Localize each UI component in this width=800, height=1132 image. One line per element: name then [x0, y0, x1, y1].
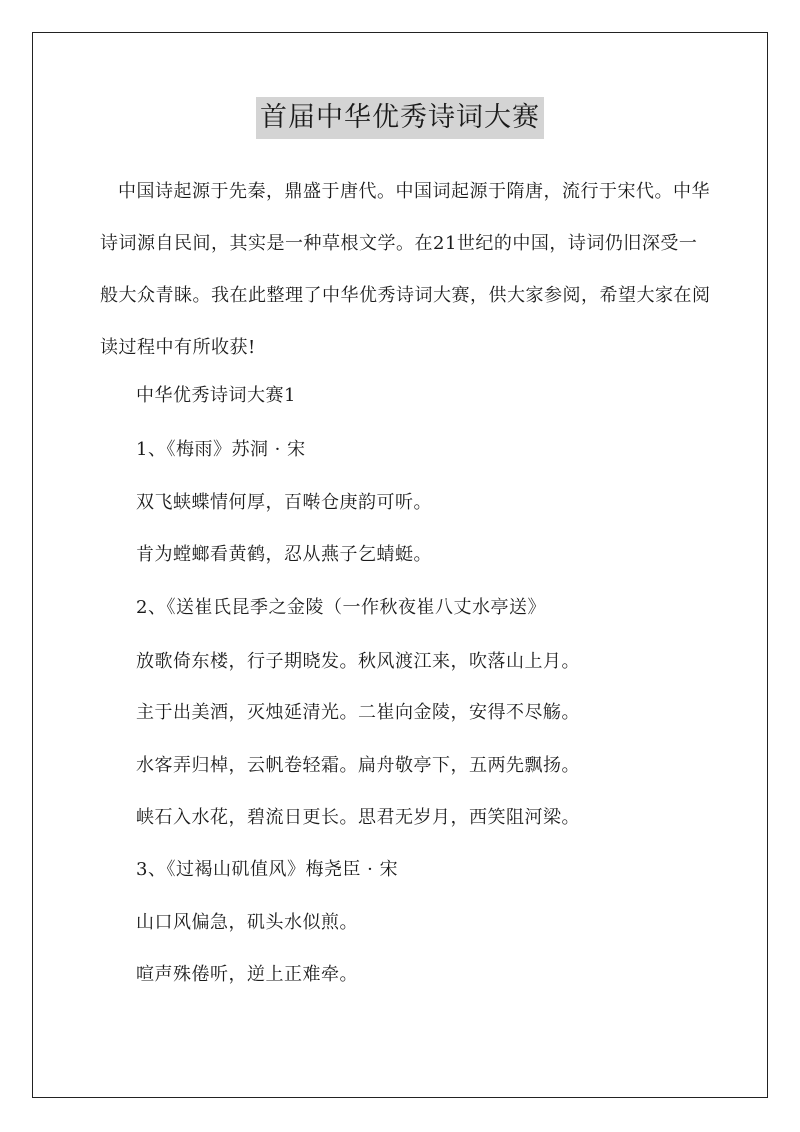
poem-line: 水客弄归棹，云帆卷轻霜。扁舟敬亭下，五两先飘扬。 — [136, 755, 580, 776]
intro-paragraph: 中国诗起源于先秦，鼎盛于唐代。中国词起源于隋唐，流行于宋代。中华诗词源自民间，其实是一种草根文学。在21世纪的中国，诗词仍旧深受一般大众青睐。我在此整理了中华优秀诗词大赛，供大家参阅，希望大家在阅读过程中有所收获! — [100, 181, 711, 358]
poem-line: 峡石入水花，碧流日更长。思君无岁月，西笑阻河梁。 — [136, 807, 580, 828]
poem-line: 喧声殊倦听，逆上正难牵。 — [136, 964, 358, 985]
poem-title: 1、《梅雨》苏洞 · 宋 — [136, 439, 306, 460]
poem-line: 山口风偏急，矶头水似煎。 — [136, 912, 358, 933]
poem-line: 肯为螳螂看黄鹤，忍从燕子乞蜻蜓。 — [136, 544, 432, 565]
title-container — [0, 97, 800, 139]
poem-title: 2、《送崔氏昆季之金陵（一作秋夜崔八丈水亭送》 — [136, 597, 546, 618]
poem-line: 放歌倚东楼，行子期晓发。秋风渡江来，吹落山上月。 — [136, 651, 580, 672]
section-heading: 中华优秀诗词大赛1 — [136, 385, 296, 406]
poem-title: 3、《过褐山矶值风》梅尧臣 · 宋 — [136, 859, 399, 880]
document-title: 首届中华优秀诗词大赛 — [256, 97, 544, 139]
poem-line: 双飞蛱蝶情何厚，百啭仓庚韵可听。 — [136, 492, 432, 513]
poem-line: 主于出美酒，灭烛延清光。二崔向金陵，安得不尽觞。 — [136, 702, 580, 723]
